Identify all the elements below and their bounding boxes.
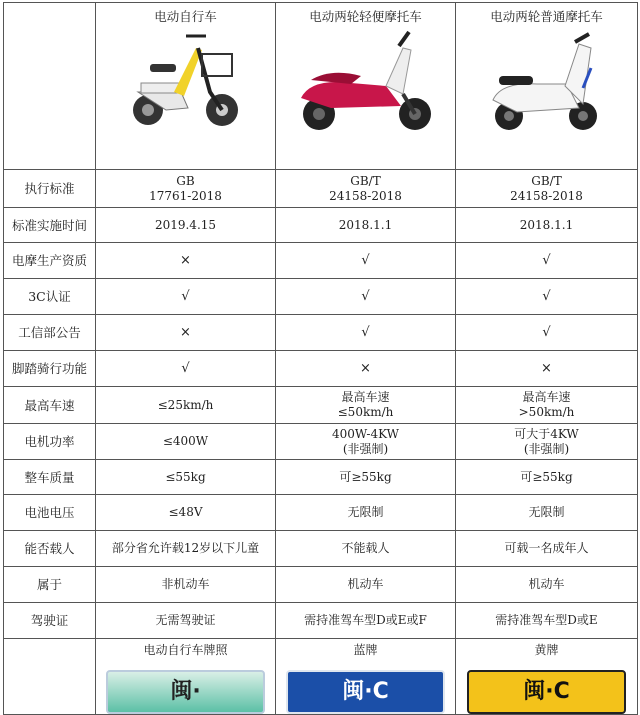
plate-cell-yellow <box>456 639 638 715</box>
table-cell: 2018.1.1 <box>456 208 638 243</box>
table-cell: √ <box>456 243 638 279</box>
row-label: 能否载人 <box>4 531 96 567</box>
table-row <box>4 351 638 387</box>
table-cell: 2018.1.1 <box>276 208 456 243</box>
row-label: 电摩生产资质 <box>4 243 96 279</box>
table-row <box>4 243 638 279</box>
table-cell: 可≥55kg <box>456 460 638 495</box>
comparison-table <box>3 2 638 715</box>
header-row <box>4 3 638 170</box>
table-row <box>4 279 638 315</box>
table-cell: 可大于4KW (非强制) <box>456 424 638 460</box>
table-cell: 部分省允许载12岁以下儿童 <box>96 531 276 567</box>
table-cell: 最高车速 ≤50km/h <box>276 387 456 424</box>
blue-license-plate: 闽·C <box>286 670 445 714</box>
table-cell: × <box>276 351 456 387</box>
row-label: 电池电压 <box>4 495 96 531</box>
table-row <box>4 424 638 460</box>
table-cell: √ <box>96 351 276 387</box>
row-label: 电机功率 <box>4 424 96 460</box>
table-cell: √ <box>456 279 638 315</box>
table-cell: ≤25km/h <box>96 387 276 424</box>
table-cell: √ <box>276 243 456 279</box>
table-cell: ≤55kg <box>96 460 276 495</box>
light-motorcycle-icon <box>291 28 441 138</box>
table-cell: ≤400W <box>96 424 276 460</box>
col-header-light-moto <box>276 3 456 170</box>
table-cell: × <box>456 351 638 387</box>
table-cell: GB 17761-2018 <box>96 170 276 208</box>
table-row <box>4 170 638 208</box>
row-label: 整车质量 <box>4 460 96 495</box>
table-cell: 最高车速 >50km/h <box>456 387 638 424</box>
plate-title: 电动自行车牌照 <box>143 643 228 657</box>
electric-bicycle-icon <box>126 28 246 138</box>
row-label: 驾驶证 <box>4 603 96 639</box>
table-cell: √ <box>456 315 638 351</box>
table-row <box>4 531 638 567</box>
table-row <box>4 387 638 424</box>
table-cell: 需持准驾车型D或E <box>456 603 638 639</box>
col-title: 电动两轮轻便摩托车 <box>309 9 422 24</box>
scooter-motorcycle-icon <box>487 28 607 138</box>
table-cell: 机动车 <box>276 567 456 603</box>
table-cell: × <box>96 315 276 351</box>
row-label: 最高车速 <box>4 387 96 424</box>
table-row <box>4 495 638 531</box>
table-cell: 无需驾驶证 <box>96 603 276 639</box>
table-cell: √ <box>276 315 456 351</box>
table-cell: 无限制 <box>456 495 638 531</box>
row-label: 脚踏骑行功能 <box>4 351 96 387</box>
col-header-standard-moto <box>456 3 638 170</box>
table-row <box>4 460 638 495</box>
table-cell: GB/T 24158-2018 <box>276 170 456 208</box>
table-cell: 需持准驾车型D或E或F <box>276 603 456 639</box>
table-cell: 无限制 <box>276 495 456 531</box>
table-cell: 机动车 <box>456 567 638 603</box>
table-cell: 可≥55kg <box>276 460 456 495</box>
table-cell: 400W-4KW (非强制) <box>276 424 456 460</box>
table-row <box>4 208 638 243</box>
row-label: 执行标准 <box>4 170 96 208</box>
row-label: 标准实施时间 <box>4 208 96 243</box>
plate-title: 黄牌 <box>534 643 559 657</box>
table-row <box>4 567 638 603</box>
plate-cell-ebike <box>96 639 276 715</box>
ebike-license-plate: 闽· <box>106 670 265 714</box>
col-header-ebike <box>96 3 276 170</box>
table-cell: 不能载人 <box>276 531 456 567</box>
table-row <box>4 315 638 351</box>
table-cell: GB/T 24158-2018 <box>456 170 638 208</box>
row-label: 属于 <box>4 567 96 603</box>
plate-label-empty <box>4 639 96 715</box>
table-cell: 可载一名成年人 <box>456 531 638 567</box>
table-cell: 2019.4.15 <box>96 208 276 243</box>
plate-title: 蓝牌 <box>353 643 378 657</box>
plate-row <box>4 639 638 715</box>
table-cell: × <box>96 243 276 279</box>
plate-cell-blue <box>276 639 456 715</box>
col-title: 电动两轮普通摩托车 <box>490 9 603 24</box>
yellow-license-plate: 闽·C <box>467 670 626 714</box>
table-cell: ≤48V <box>96 495 276 531</box>
table-row <box>4 603 638 639</box>
row-label: 工信部公告 <box>4 315 96 351</box>
table-cell: 非机动车 <box>96 567 276 603</box>
corner-cell <box>4 3 96 170</box>
table-cell: √ <box>96 279 276 315</box>
row-label: 3C认证 <box>4 279 96 315</box>
col-title: 电动自行车 <box>154 9 217 24</box>
table-cell: √ <box>276 279 456 315</box>
